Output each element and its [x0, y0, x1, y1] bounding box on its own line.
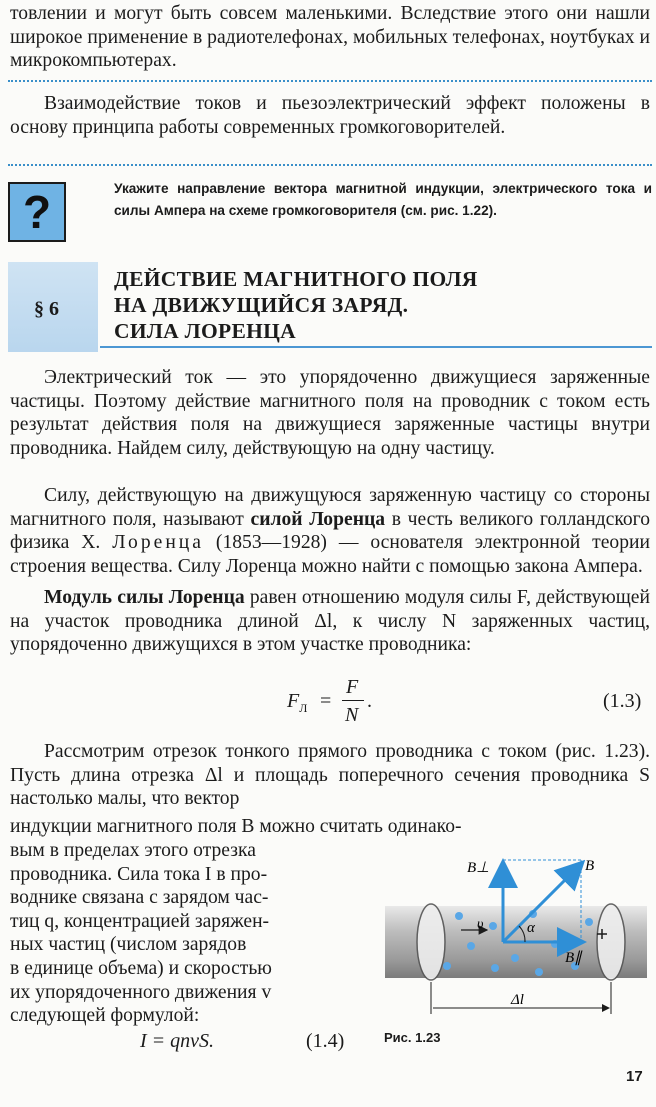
label-b-par: B∥ — [565, 950, 582, 966]
paragraph-current: Электрический ток — это упорядоченно движущиеся заряженные частицы. Поэтому действие магнитного поля на проводник с током есть результат действия поля на движущиеся заряженные частицы внутри проводника. Найдем силу, действующую на одну частицу. — [10, 367, 650, 459]
cross-section-right — [597, 904, 625, 980]
eq13-lhs: $F_Л$ — [287, 690, 308, 715]
figure-caption: Рис. 1.23 — [384, 1030, 441, 1045]
eq13-numerator: F — [346, 676, 359, 698]
eq13-period: . — [367, 690, 372, 712]
eq14-formula: I = qnvS. — [140, 1030, 215, 1052]
page-number: 17 — [626, 1068, 643, 1085]
section-title-line1: ДЕЙСТВИЕ МАГНИТНОГО ПОЛЯ — [114, 267, 478, 291]
eq13-equals: = — [320, 690, 332, 712]
term-lorentz-modulus: Модуль силы Лоренца — [44, 587, 245, 608]
eq14-number: (1.4) — [306, 1030, 345, 1052]
divider-top — [8, 80, 652, 82]
section-number: § 6 — [34, 298, 59, 320]
label-b: B — [585, 858, 595, 874]
section-title-line3: СИЛА ЛОРЕНЦА — [114, 319, 296, 343]
label-b-perp: B⊥ — [467, 860, 490, 876]
section-title — [114, 266, 634, 344]
label-velocity: υ — [477, 917, 484, 932]
paragraph-segment: Рассмотрим отрезок тонкого прямого проводника с током (рис. 1.23). Пусть длина отрезка Δl и площадь поперечного сечения проводника S настолько малы, что вектор — [10, 741, 650, 810]
paragraph-induction-line: индукции магнитного поля B можно считать одинако- — [10, 816, 462, 837]
eq13-number: (1.3) — [603, 690, 642, 712]
name-lorentz: Лоренца — [112, 532, 204, 554]
question-mark-icon: ? — [8, 182, 66, 242]
intro-paragraph-end: товлении и могут быть совсем маленькими. Вследствие этого они нашли широкое применение в радиотелефонах, мобильных телефонах, ноутбуках и микрокомпьютерах. — [10, 3, 650, 72]
paragraph-lorentz-force: Силу, действующую на движущуюся заряженную частицу со стороны магнитного поля, называют силой Лоренца в честь великого голландского физика Х. Лоренца (1853—1928) — основателя электронной теории строения вещества. Силу Лоренца можно найти с помощью закона Ампера. — [10, 485, 651, 577]
figure-conductor-diagram — [375, 848, 655, 1024]
label-delta-l: Δl — [511, 992, 524, 1008]
speaker-paragraph: Взаимодействие токов и пьезоэлектрический эффект положены в основу принципа работы современных громкоговорителей. — [10, 93, 650, 138]
eq13-denominator: N — [345, 704, 359, 726]
question-text: Укажите направление вектора магнитной индукции, электрического тока и силы Ампера на схеме громкоговорителя (см. рис. 1.22). — [114, 181, 652, 218]
paragraph-lorentz-modulus: Модуль силы Лоренца равен отношению модуля силы F, действующей на участок проводника длиной Δl, к числу N заряженных частиц, упорядоченно движущихся в этом участке проводника: — [10, 587, 650, 656]
section-rule — [100, 346, 652, 348]
cross-section-left — [417, 904, 445, 980]
paragraph-narrow: вым в пределах этого отрезка проводника. Сила тока I в про- воднике связана с зарядом час- тиц q, концентрацией заряжен- ных частиц (числом зарядов в единице объема) и скоростью их упорядоченного движения v следующей формулой: — [10, 840, 272, 1027]
eq13-fraction-bar — [342, 700, 364, 701]
label-alpha: α — [527, 920, 535, 936]
term-lorentz-force: силой Лоренца — [250, 508, 386, 530]
section-title-line2: НА ДВИЖУЩИЙСЯ ЗАРЯД. — [114, 293, 409, 317]
divider-question — [8, 164, 652, 166]
